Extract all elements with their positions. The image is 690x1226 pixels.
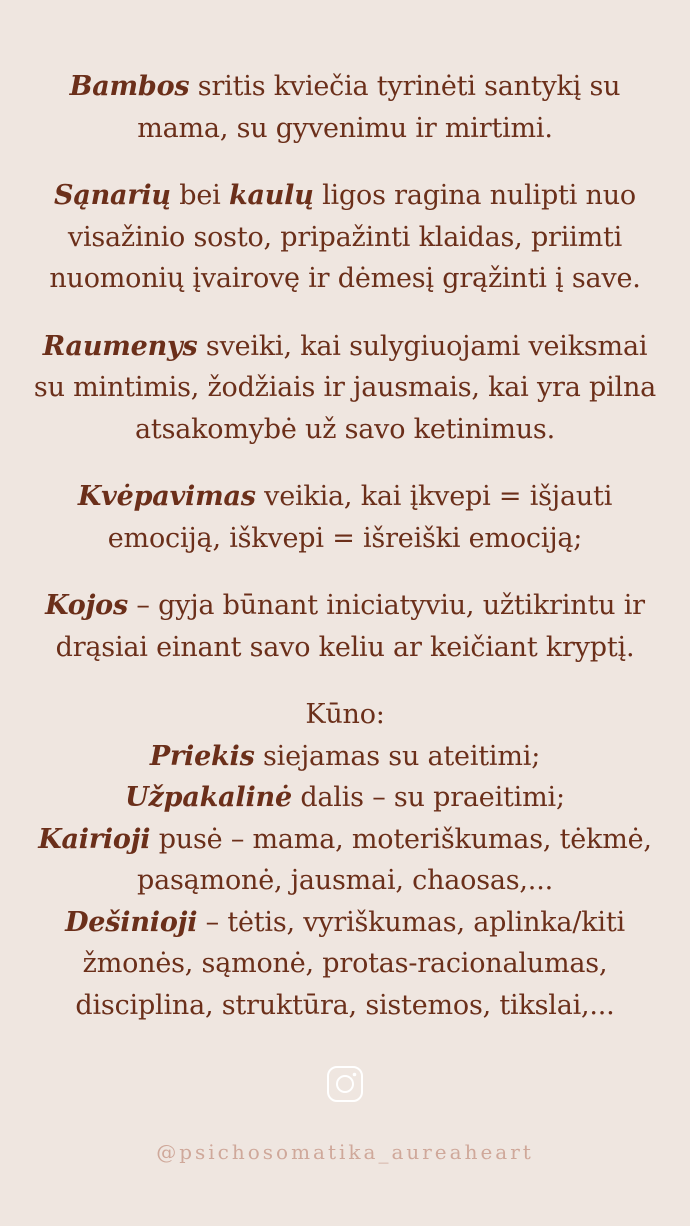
emphasized-term: kaulų	[228, 180, 314, 211]
text-segment: nuomonių įvairovę ir dėmesį grąžinti į save.	[49, 263, 641, 294]
text-segment: sveiki, kai sulygiuojami veiksmai	[197, 330, 648, 362]
text-line	[20, 777, 670, 819]
emphasized-term: Užpakalinė	[125, 782, 292, 813]
emphasized-term: Kojos	[45, 590, 128, 621]
emphasized-term: Sąnarių	[54, 180, 171, 211]
text-line	[20, 258, 670, 300]
text-line	[20, 694, 670, 736]
text-line	[20, 585, 670, 627]
text-segment: emociją, iškvepi = išreiški emociją;	[107, 522, 583, 554]
emphasized-term: Kvėpavimas	[77, 481, 256, 512]
paragraph	[20, 66, 670, 149]
text-segment: Kūno:	[305, 699, 385, 730]
text-segment: atsakomybė už savo ketinimus.	[135, 413, 555, 445]
text-line	[20, 217, 670, 259]
text-segment: žmonės, sąmonė, protas-racionalumas,	[82, 948, 608, 979]
text-line	[20, 985, 670, 1027]
text-segment: disciplina, struktūra, sistemos, tikslai,...	[75, 989, 615, 1021]
emphasized-term: Raumenys	[42, 330, 198, 362]
text-segment: pusė – mama, moteriškumas, tėkmė,	[150, 823, 652, 855]
paragraph	[20, 175, 670, 300]
paragraph	[20, 585, 670, 668]
text-segment: bei	[170, 180, 229, 211]
text-line	[20, 736, 670, 778]
text-content	[20, 66, 670, 1052]
paragraph	[20, 476, 670, 559]
text-line	[20, 819, 670, 861]
text-line	[20, 860, 670, 902]
text-segment: mama, su gyvenimu ir mirtimi.	[137, 112, 553, 144]
text-line	[20, 409, 670, 451]
text-line	[20, 476, 670, 518]
instagram-handle[interactable]: @psichosomatika_aureaheart	[156, 1140, 534, 1164]
text-segment: siejamas su ateitimi;	[254, 740, 541, 772]
instagram-icon[interactable]	[326, 1065, 364, 1103]
text-line	[20, 66, 670, 108]
text-segment: drąsiai einant savo keliu ar keičiant kryptį.	[55, 631, 635, 663]
text-segment: su mintimis, žodžiais ir jausmais, kai yra pilna	[33, 372, 657, 403]
text-segment: – gyja būnant iniciatyviu, užtikrintu ir	[128, 590, 645, 621]
text-line	[20, 943, 670, 985]
text-line	[20, 518, 670, 560]
emphasized-term: Priekis	[149, 740, 255, 772]
text-line	[20, 627, 670, 669]
text-segment: pasąmonė, jausmai, chaosas,...	[137, 865, 553, 896]
text-line	[20, 108, 670, 150]
paragraph	[20, 326, 670, 451]
text-segment: ligos ragina nulipti nuo	[313, 180, 636, 211]
text-line	[20, 902, 670, 944]
text-line	[20, 326, 670, 368]
text-segment: veikia, kai įkvepi = išjauti	[255, 481, 613, 512]
text-line	[20, 175, 670, 217]
text-line	[20, 367, 670, 409]
text-segment: dalis – su praeitimi;	[291, 782, 565, 813]
paragraph	[20, 694, 670, 1026]
emphasized-term: Dešinioji	[65, 906, 198, 938]
text-segment: – tėtis, vyriškumas, aplinka/kiti	[197, 906, 625, 938]
emphasized-term: Kairioji	[38, 823, 151, 855]
text-segment: visažinio sosto, pripažinti klaidas, priimti	[67, 221, 623, 253]
emphasized-term: Bambos	[69, 71, 190, 102]
instagram-icon-glyph	[326, 1065, 364, 1103]
text-segment: sritis kviečia tyrinėti santykį su	[189, 71, 621, 102]
